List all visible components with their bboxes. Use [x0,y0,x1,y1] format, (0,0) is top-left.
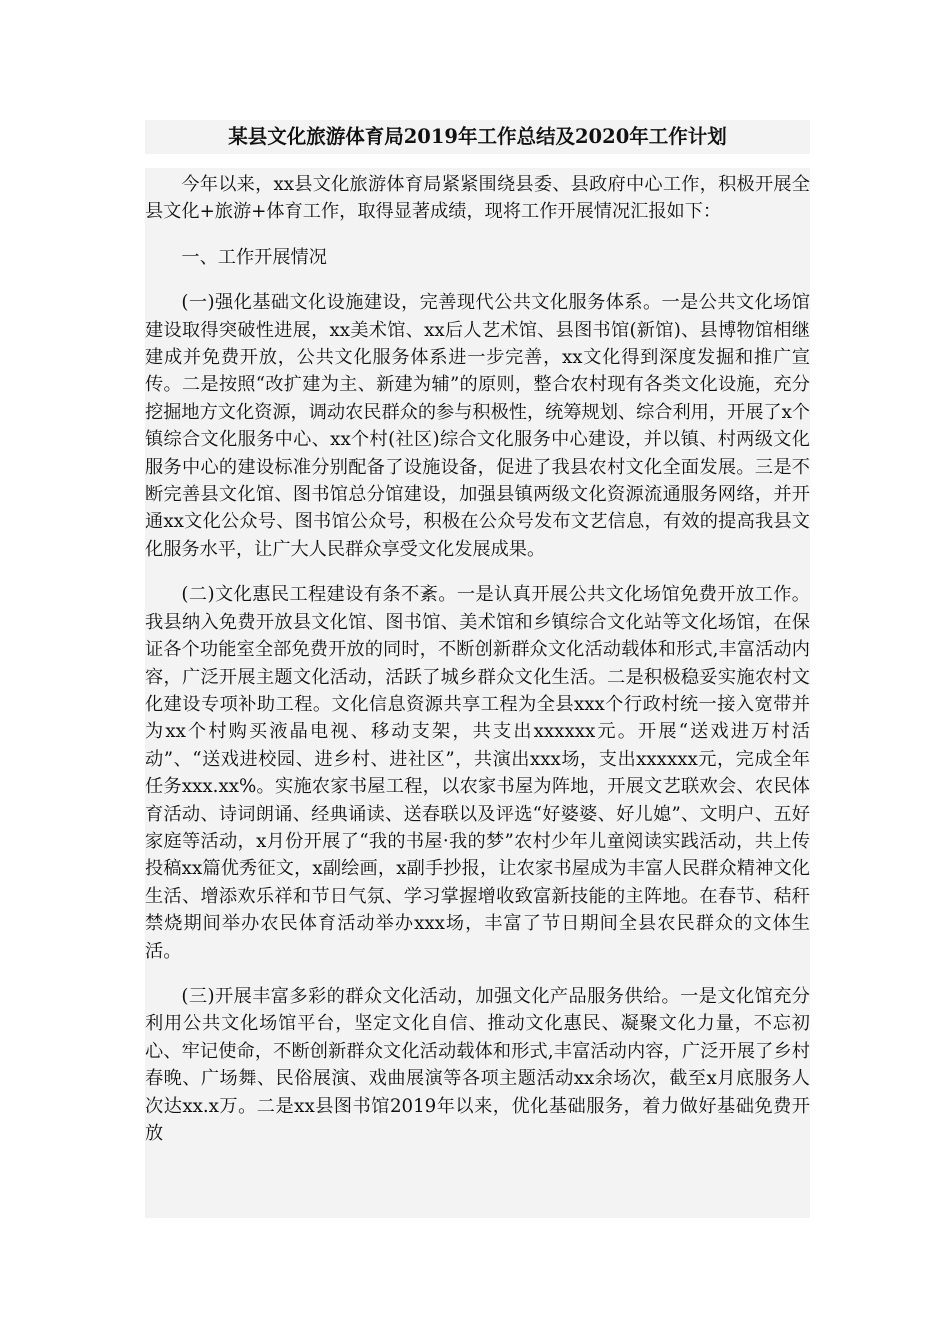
section-heading: 一、工作开展情况 [181,246,327,268]
body-paragraph: (一)强化基础文化设施建设，完善现代公共文化服务体系。一是公共文化场馆建设取得突破性进展，xx美术馆、xx后人艺术馆、县图书馆(新馆)、县博物馆相继建成并免费开放，公共文化服务体系进一步完善，xx文化得到深度发掘和推广宣传。二是按照“改扩建为主、新建为辅”的原则，整合农村现有各类文化设施，充分挖掘地方文化资源，调动农民群众的参与积极性，统筹规划、综合利用，开展了x个镇综合文化服务中心、xx个村(社区)综合文化服务中心建设，并以镇、村两级文化服务中心的建设标准分别配备了设施设备，促进了我县农村文化全面发展。三是不断完善县文化馆、图书馆总分馆建设，加强县镇两级文化资源流通服务网络，并开通xx文化公众号、图书馆公众号，积极在公众号发布文艺信息，有效的提高我县文化服务水平，让广大人民群众享受文化发展成果。 [145,292,811,560]
intro-paragraph: 今年以来，xx县文化旅游体育局紧紧围绕县委、县政府中心工作，积极开展全县文化+旅游+体育工作，取得显著成绩，现将工作开展情况汇报如下： [145,174,810,223]
document-title: 某县文化旅游体育局2019年工作总结及2020年工作计划 [228,125,727,148]
body-paragraph: (二)文化惠民工程建设有条不紊。一是认真开展公共文化场馆免费开放工作。我县纳入免费开放县文化馆、图书馆、美术馆和乡镇综合文化站等文化场馆，在保证各个功能室全部免费开放的同时，不断创新群众文化活动载体和形式,丰富活动内容，广泛开展主题文化活动，活跃了城乡群众文化生活。二是积极稳妥实施农村文化建设专项补助工程。文化信息资源共享工程为全县xxx个行政村统一接入宽带并为xx个村购买液晶电视、移动支架，共支出xxxxxx元。开展“送戏进万村活动”、“送戏进校园、进乡村、进社区”，共演出xxx场，支出xxxxxx元，完成全年任务xxx.xx%。实施农家书屋工程，以农家书屋为阵地，开展文艺联欢会、农民体育活动、诗词朗诵、经典诵读、送春联以及评选“好婆婆、好儿媳”、文明户、五好家庭等活动，x月份开展了“我的书屋·我的梦”农村少年儿童阅读实践活动，共上传投稿xx篇优秀征文，x副绘画，x副手抄报，让农家书屋成为丰富人民群众精神文化生活、增添欢乐祥和节日气氛、学习掌握增收致富新技能的主阵地。在春节、秸秆禁烧期间举办农民体育活动举办xxx场，丰富了节日期间全县农民群众的文体生活。 [145,584,810,962]
document-body [145,171,810,1165]
body-paragraph: (三)开展丰富多彩的群众文化活动，加强文化产品服务供给。一是文化馆充分利用公共文化场馆平台，坚定文化自信、推动文化惠民、凝聚文化力量，不忘初心、牢记使命，不断创新群众文化活动载体和形式,丰富活动内容，广泛开展了乡村春晚、广场舞、民俗展演、戏曲展演等各项主题活动xx余场次，截至x月底服务人次达xx.x万。二是xx县图书馆2019年以来，优化基础服务，着力做好基础免费开放 [145,985,810,1144]
